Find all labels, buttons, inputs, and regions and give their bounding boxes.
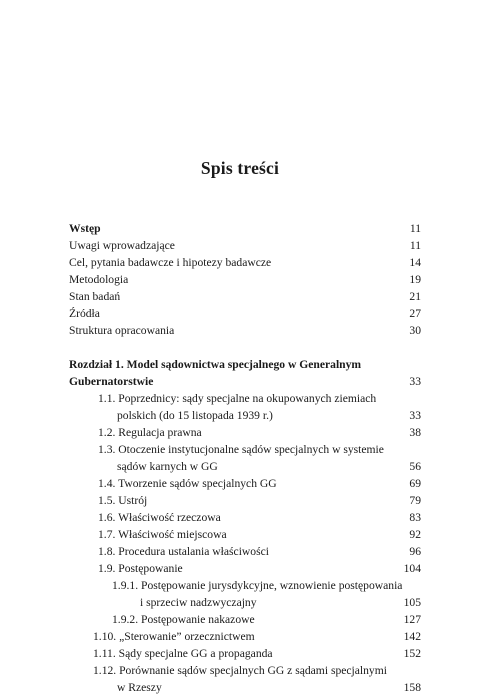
toc-entry[interactable]: [69, 220, 421, 237]
toc-entry[interactable]: [69, 424, 421, 441]
toc-page-number: 14: [409, 256, 421, 269]
toc-entry-text: Sądy specjalne GG a propaganda: [118, 647, 273, 660]
toc-entry-label: Cel, pytania badawcze i hipotezy badawcze: [69, 256, 272, 269]
toc-entry-text: Postępowanie nakazowe: [141, 613, 255, 626]
toc-entry[interactable]: [69, 628, 421, 645]
toc-entry-text: Porównanie sądów specjalnych GG z sądami specjalnymi: [119, 664, 387, 677]
toc-page-number: 127: [403, 613, 421, 626]
toc-entry-number: 1.4.: [98, 477, 116, 490]
toc-entry-label: [98, 526, 227, 543]
toc-entry-label: [98, 560, 183, 577]
toc-entry-label: Stan badań: [69, 290, 121, 303]
toc-entry-label: [112, 577, 402, 594]
toc-entry-number: 1.9.2.: [112, 613, 139, 626]
toc-entry[interactable]: [69, 458, 421, 475]
toc-entry-text: Postępowanie: [118, 562, 183, 575]
toc-entry-label: Uwagi wprowadzające: [69, 239, 175, 252]
toc-entry[interactable]: [69, 526, 421, 543]
toc-entry-text: Otoczenie instytucjonalne sądów specjalnych w systemie: [118, 443, 384, 456]
toc-entry-label: [93, 662, 387, 679]
toc-entry-label: i sprzeciw nadzwyczajny: [140, 596, 257, 609]
toc-page-number: 21: [409, 290, 421, 303]
toc-entry-text: Właściwość miejscowa: [118, 528, 227, 541]
toc-page-number: 158: [403, 681, 421, 694]
toc-entry-label: [98, 424, 202, 441]
toc-entry-text: „Sterowanie” orzecznictwem: [119, 630, 255, 643]
toc-entry-label: [98, 492, 147, 509]
toc-entry[interactable]: [69, 560, 421, 577]
toc-page-number: 92: [409, 528, 421, 541]
toc-entry[interactable]: [69, 373, 421, 390]
toc-page-number: 19: [409, 273, 421, 286]
toc-entry-number: 1.11.: [93, 647, 116, 660]
toc-entry-number: 1.7.: [98, 528, 116, 541]
toc-page-number: 96: [409, 545, 421, 558]
toc-entry-text: Poprzednicy: sądy specjalne na okupowanych ziemiach: [118, 392, 377, 405]
toc-entry-label: polskich (do 15 listopada 1939 r.): [117, 409, 273, 422]
toc-entry-text: Postępowanie jurysdykcyjne, wznowienie postępowania: [141, 579, 403, 592]
toc-entry[interactable]: [69, 237, 421, 254]
toc-page-number: 152: [403, 647, 421, 660]
toc-entry-number: 1.9.: [98, 562, 116, 575]
toc-entry[interactable]: [69, 543, 421, 560]
toc-entry-label: [98, 509, 221, 526]
toc-page-number: 142: [403, 630, 421, 643]
toc-entry-label: [98, 390, 376, 407]
toc-page-number: 33: [409, 375, 421, 388]
toc-entry-label: [98, 543, 269, 560]
toc-entry-label: sądów karnych w GG: [117, 460, 218, 473]
toc-page-number: 69: [409, 477, 421, 490]
toc-page-number: 83: [409, 511, 421, 524]
toc-entry[interactable]: [69, 577, 421, 594]
toc-entry-label: Metodologia: [69, 273, 129, 286]
toc-entry[interactable]: [69, 679, 421, 696]
table-of-contents: [69, 220, 421, 696]
toc-entry-number: 1.5.: [98, 494, 116, 507]
toc-entry-text: Regulacja prawna: [118, 426, 202, 439]
toc-entry-text: Właściwość rzeczowa: [118, 511, 221, 524]
toc-entry-label: Struktura opracowania: [69, 324, 175, 337]
toc-entry[interactable]: [69, 441, 421, 458]
page-title: Spis treści: [200, 158, 280, 178]
toc-entry[interactable]: [69, 271, 421, 288]
toc-entry-number: 1.6.: [98, 511, 116, 524]
toc-entry[interactable]: [69, 254, 421, 271]
toc-entry-label: [112, 611, 255, 628]
toc-entry[interactable]: [69, 322, 421, 339]
toc-entry-label: Wstęp: [69, 222, 101, 235]
toc-entry-number: 1.3.: [98, 443, 116, 456]
toc-page-number: 27: [409, 307, 421, 320]
toc-page-number: 33: [409, 409, 421, 422]
toc-entry-label: Gubernatorstwie: [69, 375, 154, 388]
toc-page-number: 11: [409, 239, 421, 252]
toc-entry[interactable]: [69, 492, 421, 509]
toc-entry[interactable]: [69, 509, 421, 526]
toc-entry[interactable]: [69, 288, 421, 305]
toc-entry-number: 1.2.: [98, 426, 116, 439]
toc-entry-number: 1.9.1.: [112, 579, 139, 592]
toc-entry[interactable]: [69, 390, 421, 407]
toc-page-number: 30: [409, 324, 421, 337]
toc-entry[interactable]: [69, 407, 421, 424]
toc-page-number: 104: [403, 562, 421, 575]
toc-page-number: 105: [403, 596, 421, 609]
toc-entry[interactable]: [69, 662, 421, 679]
toc-entry-text: Procedura ustalania właściwości: [118, 545, 269, 558]
toc-entry[interactable]: [69, 594, 421, 611]
toc-page-number: 38: [409, 426, 421, 439]
toc-entry[interactable]: [69, 356, 421, 373]
toc-entry-label: [93, 628, 255, 645]
toc-entry[interactable]: [69, 475, 421, 492]
toc-entry-label: Źródła: [69, 307, 100, 320]
toc-entry[interactable]: [69, 611, 421, 628]
toc-entry-label: [98, 475, 277, 492]
toc-entry-label: [98, 441, 384, 458]
toc-entry-number: 1.12.: [93, 664, 117, 677]
toc-entry-number: 1.8.: [98, 545, 116, 558]
toc-entry-label: Rozdział 1. Model sądownictwa specjalnego w Generalnym: [69, 358, 362, 371]
toc-page-number: 79: [409, 494, 421, 507]
toc-entry-number: 1.1.: [98, 392, 116, 405]
toc-entry-label: [93, 645, 273, 662]
toc-entry[interactable]: [69, 305, 421, 322]
toc-entry-text: Ustrój: [118, 494, 148, 507]
toc-entry-number: 1.10.: [93, 630, 117, 643]
toc-page-number: 56: [409, 460, 421, 473]
section-gap: [69, 339, 421, 356]
toc-entry[interactable]: [69, 645, 421, 662]
toc-page-number: 11: [409, 222, 421, 235]
toc-entry-label: w Rzeszy: [117, 681, 162, 694]
toc-entry-text: Tworzenie sądów specjalnych GG: [118, 477, 277, 490]
